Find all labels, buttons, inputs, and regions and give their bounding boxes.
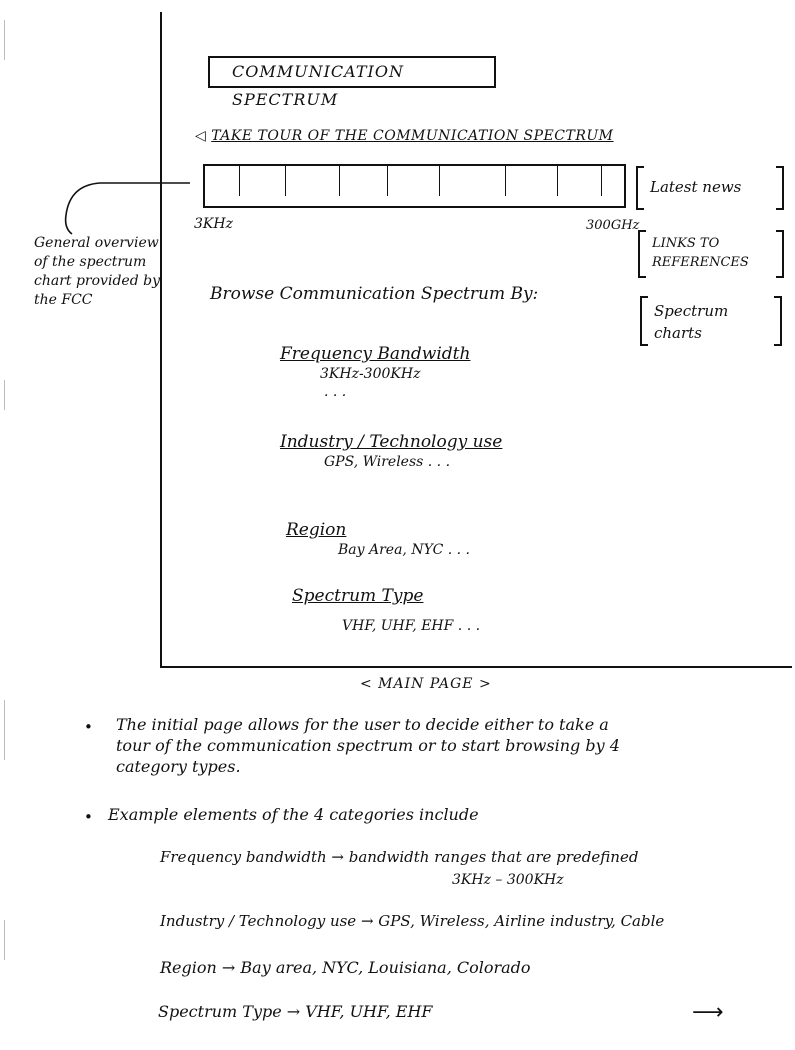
latest-news-label: Latest news — [650, 178, 742, 196]
category-example: GPS, Wireless . . . — [324, 454, 451, 470]
example-region: Region → Bay area, NYC, Louisiana, Colorado — [160, 958, 531, 977]
bullet-dot-2: • — [84, 808, 93, 826]
main-page-caption: < MAIN PAGE > — [360, 676, 492, 692]
browse-heading: Browse Communication Spectrum By: — [210, 284, 539, 304]
overview-annotation: General overview of the spectrum chart provided by the FCC — [34, 235, 160, 308]
note-initial-page: The initial page allows for the user to decide either to take a tour of the communication spectrum or to start browsing by 4 category types. — [116, 715, 620, 776]
category-example: Bay Area, NYC . . . — [338, 542, 470, 558]
spectrum-charts-label: Spectrum charts — [654, 302, 729, 342]
references-link[interactable] — [638, 230, 784, 278]
bracket-right — [776, 230, 784, 278]
tour-link-text: TAKE TOUR OF THE COMMUNICATION SPECTRUM — [211, 128, 614, 144]
annotation-connector-line — [0, 0, 200, 250]
spectrum-chart-bar[interactable] — [203, 164, 626, 208]
category-example: 3KHz-300KHz — [320, 366, 421, 382]
category-more: . . . — [324, 384, 347, 400]
bracket-right — [776, 166, 784, 210]
category-name: Industry / Technology use — [280, 432, 503, 452]
scan-margin-mark — [4, 700, 8, 760]
references-label: LINKS TO REFERENCES — [652, 236, 749, 270]
scan-margin-mark — [4, 920, 8, 960]
next-page-arrow-icon: ⟶ — [692, 1000, 724, 1025]
tour-arrow-icon: ◁ — [195, 128, 207, 144]
bracket-left — [636, 166, 644, 210]
category-name: Spectrum Type — [292, 586, 424, 606]
category-name: Region — [286, 520, 347, 540]
spectrum-band-divider — [557, 166, 558, 196]
category-spectrum-type[interactable] — [292, 586, 480, 634]
bullet-dot-1: • — [84, 718, 93, 736]
spectrum-start-label: 3KHz — [194, 216, 233, 232]
spectrum-band-divider — [285, 166, 286, 196]
spectrum-band-divider — [339, 166, 340, 196]
spectrum-band-divider — [387, 166, 388, 196]
scan-margin-mark — [4, 380, 8, 410]
category-name: Frequency Bandwidth — [280, 344, 471, 364]
spectrum-band-divider — [505, 166, 506, 196]
spectrum-band-divider — [239, 166, 240, 196]
spectrum-band-divider — [439, 166, 440, 196]
note-example-elements: Example elements of the 4 categories include — [108, 805, 479, 824]
example-industry: Industry / Technology use → GPS, Wireless, Airline industry, Cable — [160, 912, 665, 930]
spectrum-charts-link[interactable] — [640, 296, 782, 346]
page-title: COMMUNICATION SPECTRUM — [208, 56, 496, 88]
take-tour-link[interactable] — [195, 128, 614, 144]
example-frequency-range: 3KHz – 300KHz — [452, 872, 564, 888]
bracket-left — [640, 296, 648, 346]
category-example: VHF, UHF, EHF . . . — [342, 618, 481, 634]
category-region[interactable] — [286, 520, 470, 558]
spectrum-band-divider — [601, 166, 602, 196]
example-spectrum-type: Spectrum Type → VHF, UHF, EHF — [158, 1002, 433, 1021]
spectrum-end-label: 300GHz — [586, 218, 640, 233]
category-industry-technology[interactable] — [280, 432, 502, 470]
bracket-left — [638, 230, 646, 278]
example-frequency: Frequency bandwidth → bandwidth ranges that are predefined — [160, 848, 639, 866]
category-frequency-bandwidth[interactable] — [280, 344, 470, 400]
latest-news-link[interactable] — [636, 166, 784, 210]
bracket-right — [774, 296, 782, 346]
